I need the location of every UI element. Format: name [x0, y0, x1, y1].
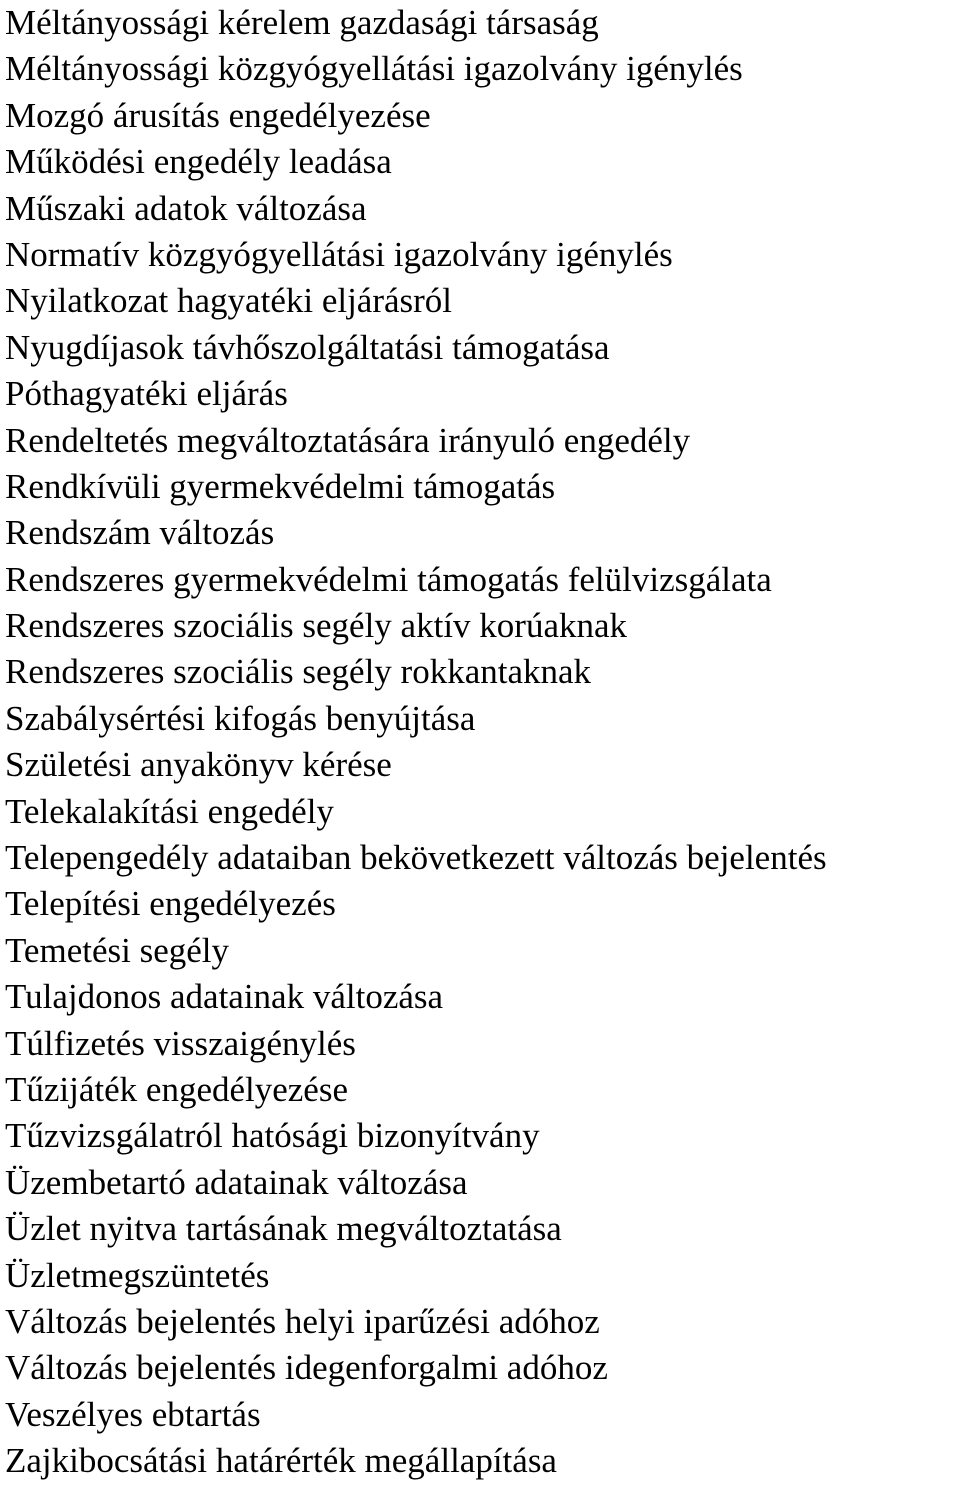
list-item: Rendkívüli gyermekvédelmi támogatás [5, 466, 556, 506]
list-item: Születési anyakönyv kérése [5, 745, 392, 785]
list-item: Temetési segély [5, 930, 229, 970]
list-item: Szabálysértési kifogás benyújtása [5, 698, 476, 738]
list-item: Nyugdíjasok távhőszolgáltatási támogatása [5, 327, 610, 367]
list-item: Tűzvizsgálatról hatósági bizonyítvány [5, 1116, 540, 1156]
list-item: Rendszeres szociális segély rokkantaknak [5, 652, 592, 692]
list-item: Telekalakítási engedély [5, 791, 334, 831]
list-item: Méltányossági közgyógyellátási igazolvány igénylés [5, 49, 743, 89]
list-item: Tűzijáték engedélyezése [5, 1069, 348, 1109]
list-item: Méltányossági kérelem gazdasági társaság [5, 3, 599, 42]
list-item: Változás bejelentés idegenforgalmi adóhoz [5, 1348, 608, 1388]
list-item: Normatív közgyógyellátási igazolvány igénylés [5, 234, 673, 274]
list-item: Rendeltetés megváltoztatására irányuló engedély [5, 420, 691, 460]
list-item: Üzembetartó adatainak változása [5, 1162, 468, 1202]
list-item: Működési engedély leadása [5, 142, 392, 182]
list-item: Rendszeres szociális segély aktív korúaknak [5, 606, 628, 646]
list-item: Tulajdonos adatainak változása [5, 977, 444, 1017]
list-item: Telepítési engedélyezés [5, 884, 336, 924]
list-item: Mozgó árusítás engedélyezése [5, 95, 431, 135]
list-item: Üzlet nyitva tartásának megváltoztatása [5, 1209, 562, 1249]
list-item: Túlfizetés visszaigénylés [5, 1023, 356, 1063]
list-item: Rendszeres gyermekvédelmi támogatás felülvizsgálata [5, 559, 772, 599]
list-item: Üzletmegszüntetés [5, 1255, 270, 1295]
list-item: Veszélyes ebtartás [5, 1394, 261, 1434]
list-item: Változás bejelentés helyi iparűzési adóhoz [5, 1301, 600, 1341]
list-item: Rendszám változás [5, 513, 275, 553]
list-item: Póthagyatéki eljárás [5, 374, 288, 414]
list-item: Műszaki adatok változása [5, 188, 367, 228]
procedure-list [5, 0, 960, 1485]
list-item: Zajkibocsátási határérték megállapítása [5, 1441, 557, 1481]
list-item: Telepengedély adataiban bekövetkezett változás bejelentés [5, 838, 827, 878]
list-item: Nyilatkozat hagyatéki eljárásról [5, 281, 453, 321]
